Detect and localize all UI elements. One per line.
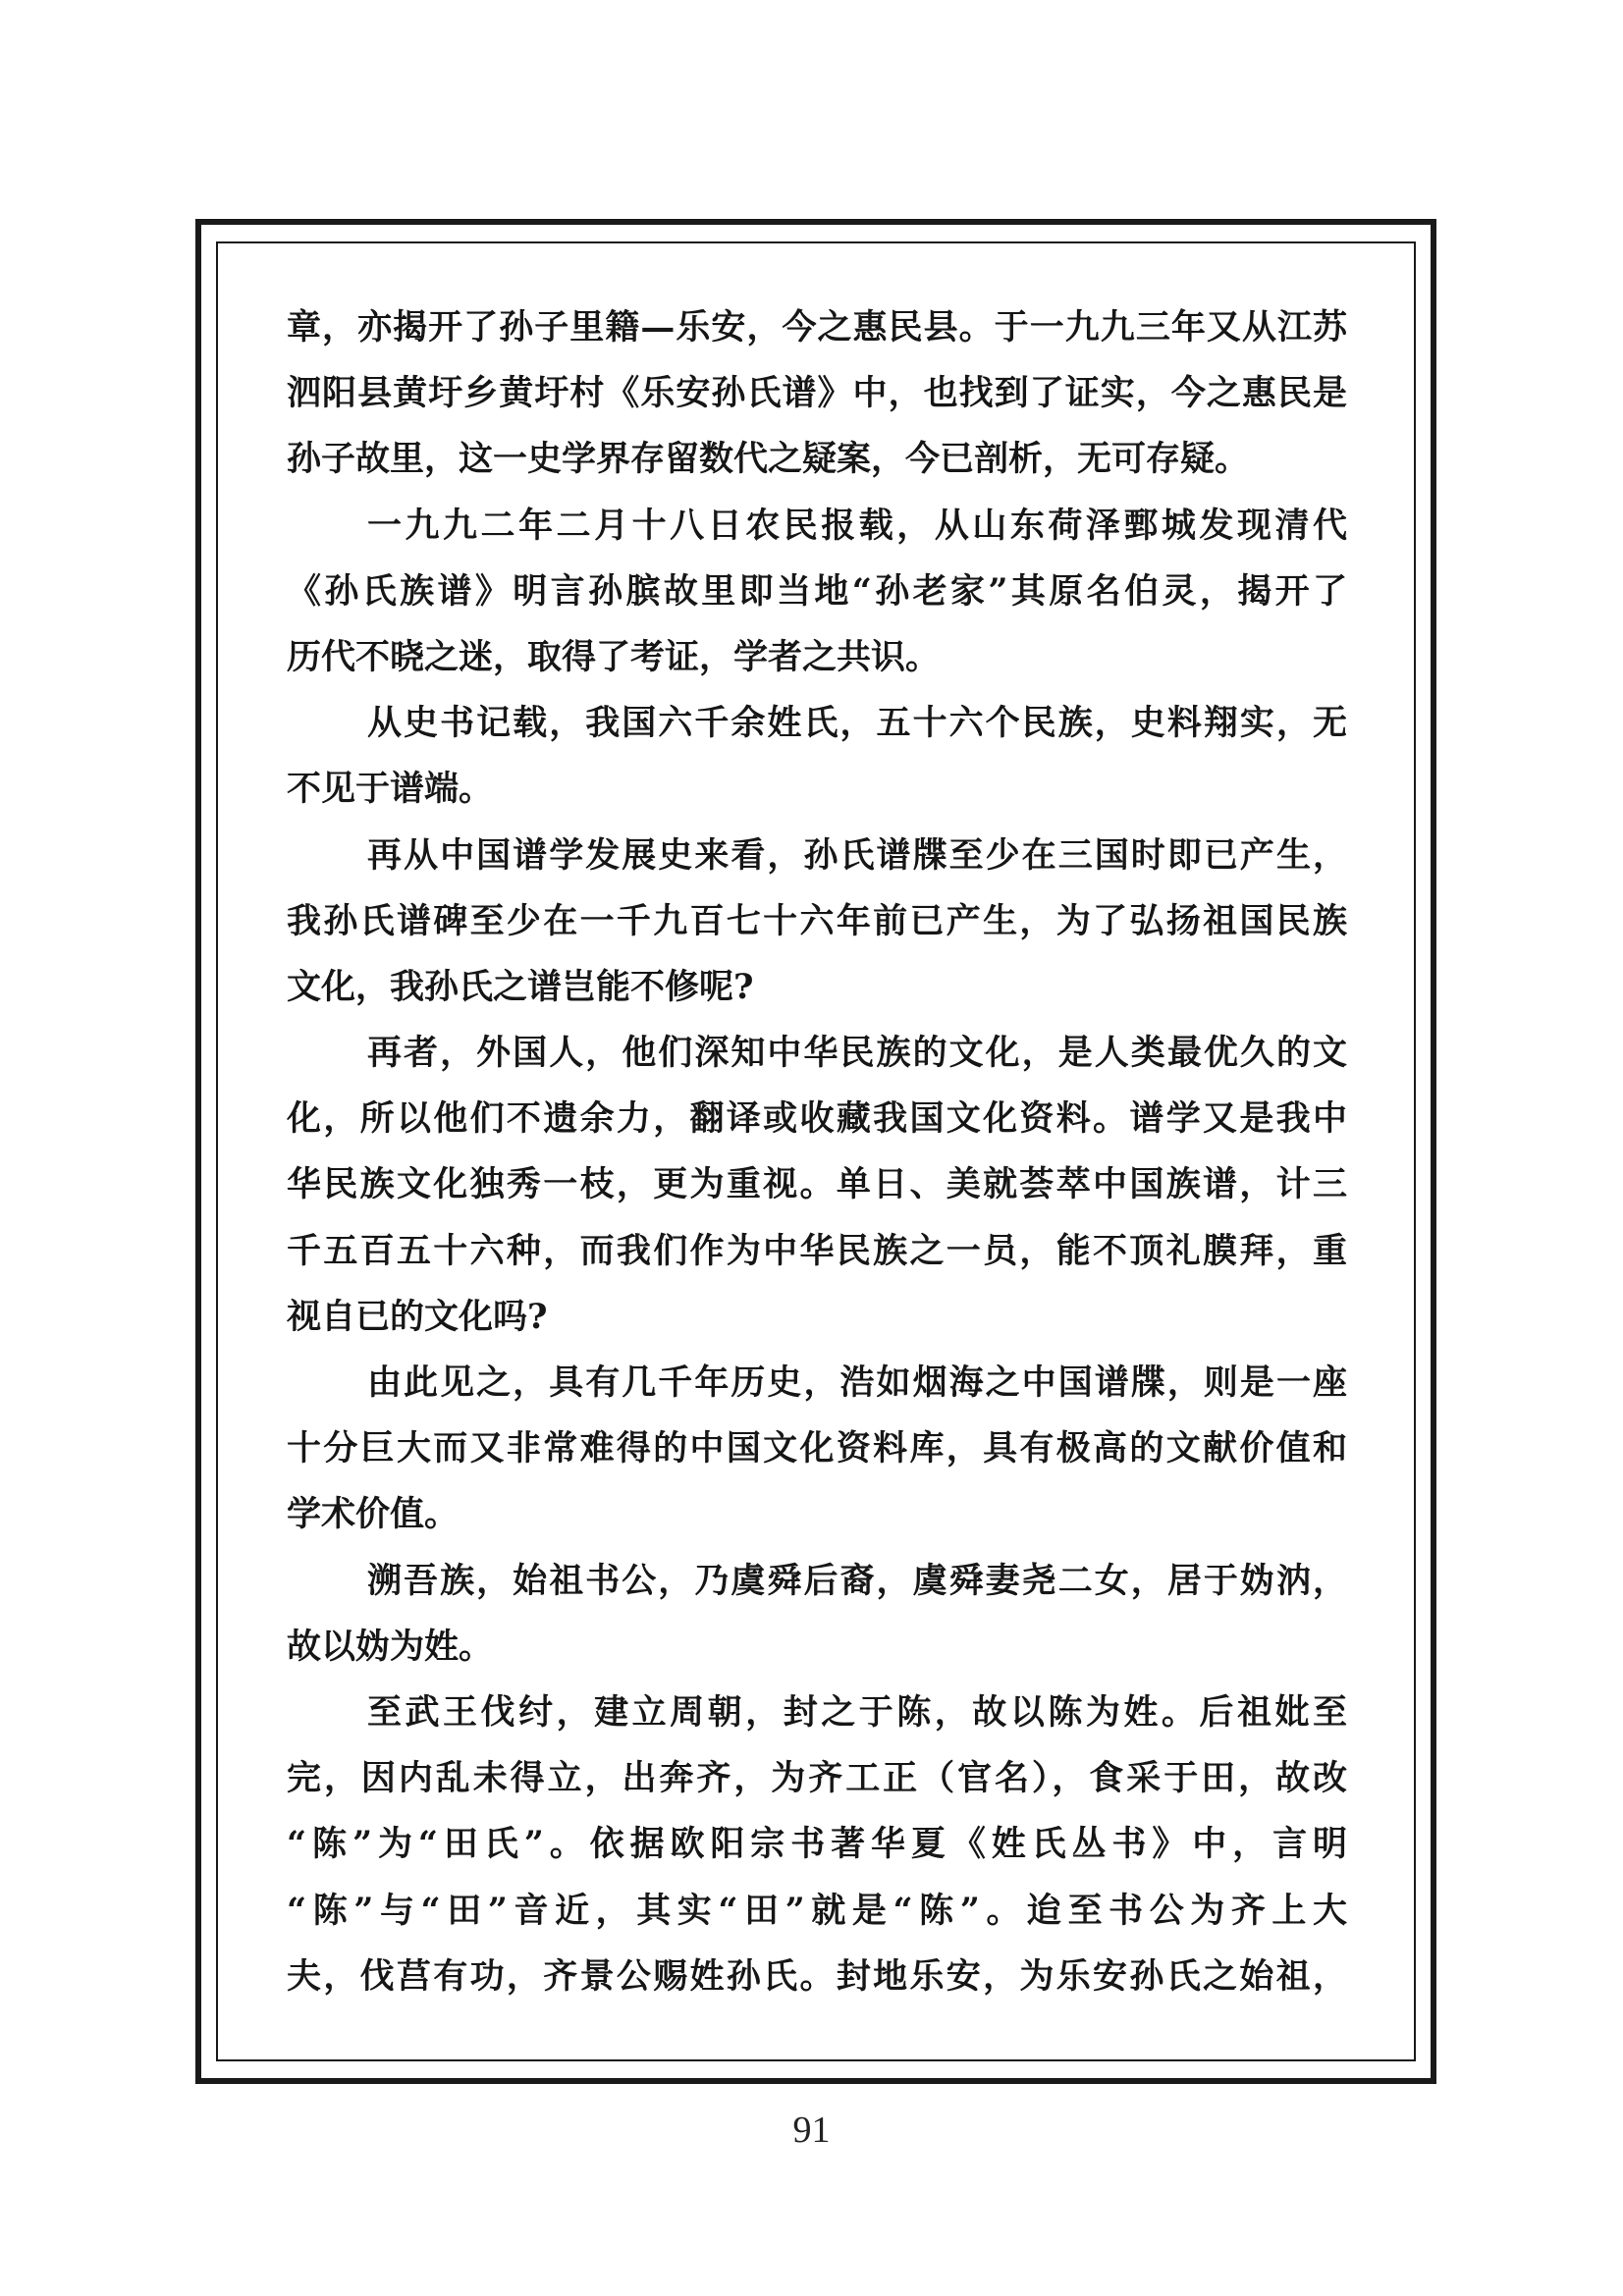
text-line: 视自已的文化吗?	[287, 1296, 548, 1337]
text-line: 学术价值。	[287, 1494, 460, 1535]
text-line: 历代不晓之迷，取得了考证，学者之共识。	[287, 636, 941, 677]
text-line: 再从中国谱学发展史来看，孙氏谱牒至少在三国时即已产生，	[367, 834, 1347, 876]
text-line: 从史书记载，我国六千余姓氏，五十六个民族，史料翔实，无	[367, 703, 1347, 744]
body-text	[287, 294, 1347, 2009]
text-line: 故以妫为姓。	[287, 1626, 494, 1667]
text-line: 孙子故里，这一史学界存留数代之疑案，今已剖析，无可存疑。	[287, 439, 1250, 480]
text-line: 一九九二年二月十八日农民报载，从山东荷泽鄄城发现清代	[367, 505, 1347, 546]
text-line: 《孙氏族谱》明言孙膑故里即当地“孙老家”其原名伯灵，揭开了	[287, 570, 1347, 612]
text-line: 夫，伐莒有功，齐景公赐姓孙氏。封地乐安，为乐安孙氏之始祖，	[287, 1955, 1347, 1997]
text-line: 不见于谱端。	[287, 769, 494, 810]
text-line: 我孙氏谱碑至少在一千九百七十六年前已产生，为了弘扬祖国民族	[287, 900, 1347, 941]
text-line: “陈”为“田氏”。依据欧阳宗书著华夏《姓氏丛书》中，言明	[287, 1824, 1347, 1865]
text-line: 化，所以他们不遗余力，翻译或收藏我国文化资料。谱学又是我中	[287, 1098, 1347, 1140]
text-line: 文化，我孙氏之谱岂能不修呢?	[287, 966, 754, 1007]
text-line: “陈”与“田”音近，其实“田”就是“陈”。迨至书公为齐上大	[287, 1890, 1347, 1931]
page-number: 91	[792, 2109, 831, 2151]
text-line: 再者，外国人，他们深知中华民族的文化，是人类最优久的文	[367, 1033, 1347, 1074]
text-line: 千五百五十六种，而我们作为中华民族之一员，能不顶礼膜拜，重	[287, 1230, 1347, 1271]
text-line: 完，因内乱未得立，出奔齐，为齐工正（官名），食采于田，故改	[287, 1758, 1347, 1799]
text-line: 溯吾族，始祖书公，乃虞舜后裔，虞舜妻尧二女，居于妫汭，	[367, 1560, 1347, 1601]
text-line: 由此见之，具有几千年历史，浩如烟海之中国谱牒，则是一座	[367, 1362, 1347, 1403]
text-line: 华民族文化独秀一枝，更为重视。单日、美就荟萃中国族谱，计三	[287, 1164, 1347, 1205]
text-line: 章，亦揭开了孙子里籍—乐安，今之惠民县。于一九九三年又从江苏	[287, 307, 1347, 347]
text-line: 十分巨大而又非常难得的中国文化资料库，具有极高的文献价值和	[287, 1428, 1347, 1469]
text-line: 泗阳县黄圩乡黄圩村《乐安孙氏谱》中，也找到了证实，今之惠民是	[287, 373, 1347, 414]
text-line: 至武王伐纣，建立周朝，封之于陈，故以陈为姓。后祖妣至	[367, 1691, 1347, 1733]
